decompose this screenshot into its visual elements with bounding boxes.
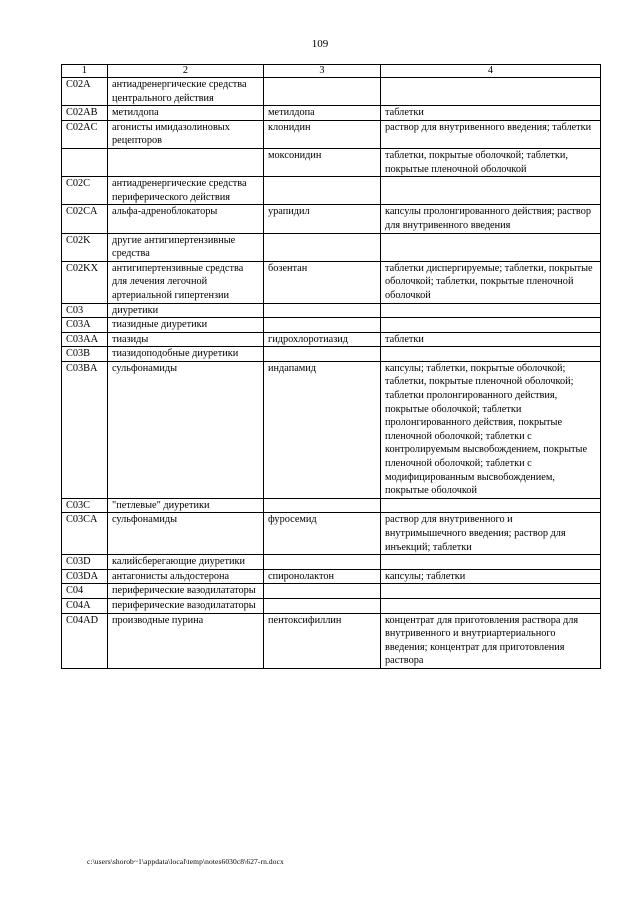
anatomical-group-cell: агонисты имидазолиновых рецепторов [108, 120, 264, 148]
header-cell-2: 2 [108, 65, 264, 78]
drug-name-cell [264, 555, 381, 570]
drug-name-cell [264, 78, 381, 106]
table-row [62, 498, 601, 513]
table-body [62, 78, 601, 669]
table-row [62, 261, 601, 303]
dosage-form-cell: капсулы пролонгированного действия; раствор для внутривенного введения [381, 205, 601, 233]
dosage-form-cell: таблетки [381, 332, 601, 347]
anatomical-group-cell: производные пурина [108, 613, 264, 668]
atc-code-cell: C02K [62, 233, 108, 261]
drug-name-cell: метилдопа [264, 106, 381, 121]
table-row [62, 177, 601, 205]
table-row [62, 78, 601, 106]
table-row [62, 233, 601, 261]
table-row [62, 513, 601, 555]
dosage-form-cell [381, 584, 601, 599]
atc-code-cell: C03AA [62, 332, 108, 347]
table-row [62, 584, 601, 599]
dosage-form-cell [381, 347, 601, 362]
anatomical-group-cell: антагонисты альдостерона [108, 569, 264, 584]
dosage-form-cell: концентрат для приготовления раствора для внутривенного и внутриартериального введения; концентрат для приготовления раствора [381, 613, 601, 668]
atc-code-cell: C02AC [62, 120, 108, 148]
anatomical-group-cell: "петлевые" диуретики [108, 498, 264, 513]
table-row [62, 318, 601, 333]
header-cell-1: 1 [62, 65, 108, 78]
anatomical-group-cell: сульфонамиды [108, 361, 264, 498]
atc-code-cell: C03CA [62, 513, 108, 555]
dosage-form-cell [381, 555, 601, 570]
anatomical-group-cell [108, 148, 264, 176]
drug-name-cell: фуросемид [264, 513, 381, 555]
anatomical-group-cell: сульфонамиды [108, 513, 264, 555]
anatomical-group-cell: антиадренергические средства периферического действия [108, 177, 264, 205]
anatomical-group-cell: периферические вазодилататоры [108, 584, 264, 599]
table-row [62, 361, 601, 498]
anatomical-group-cell: тиазиды [108, 332, 264, 347]
dosage-form-cell [381, 177, 601, 205]
dosage-form-cell: таблетки, покрытые оболочкой; таблетки, покрытые пленочной оболочкой [381, 148, 601, 176]
anatomical-group-cell: диуретики [108, 303, 264, 318]
table-row [62, 303, 601, 318]
anatomical-group-cell: метилдопа [108, 106, 264, 121]
anatomical-group-cell: антиадренергические средства центрального действия [108, 78, 264, 106]
atc-code-cell: C03DA [62, 569, 108, 584]
drug-table [61, 64, 601, 669]
anatomical-group-cell: альфа-адреноблокаторы [108, 205, 264, 233]
dosage-form-cell: капсулы; таблетки, покрытые оболочкой; таблетки, покрытые пленочной оболочкой; таблетки пролонгированного действия, покрытые оболочкой; таблетки пролонгированного действия, покрытые пленочной оболочкой; таблетки с контролируемым высвобождением, покрытые пленочной оболочкой; таблетки с модифицированным высвобождением, покрытые оболочкой [381, 361, 601, 498]
footer-file-path: c:\users\shorob~1\appdata\local\temp\notes6030c8\627-rn.docx [87, 857, 284, 866]
dosage-form-cell [381, 233, 601, 261]
dosage-form-cell: капсулы; таблетки [381, 569, 601, 584]
anatomical-group-cell: калийсберегающие диуретики [108, 555, 264, 570]
anatomical-group-cell: антигипертензивные средства для лечения легочной артериальной гипертензии [108, 261, 264, 303]
drug-name-cell: спиронолактон [264, 569, 381, 584]
table-row [62, 569, 601, 584]
table-row [62, 332, 601, 347]
dosage-form-cell [381, 598, 601, 613]
anatomical-group-cell: тиазидные диуретики [108, 318, 264, 333]
table-row [62, 106, 601, 121]
atc-code-cell: C03D [62, 555, 108, 570]
drug-name-cell [264, 584, 381, 599]
atc-code-cell: C03B [62, 347, 108, 362]
page-number: 109 [311, 38, 329, 50]
atc-code-cell: C04A [62, 598, 108, 613]
atc-code-cell: C02KX [62, 261, 108, 303]
drug-name-cell: моксонидин [264, 148, 381, 176]
header-cell-3: 3 [264, 65, 381, 78]
atc-code-cell: C02A [62, 78, 108, 106]
dosage-form-cell: раствор для внутривенного и внутримышечного введения; раствор для инъекций; таблетки [381, 513, 601, 555]
atc-code-cell: C03C [62, 498, 108, 513]
dosage-form-cell: таблетки диспергируемые; таблетки, покрытые оболочкой; таблетки, покрытые пленочной оболочкой [381, 261, 601, 303]
drug-name-cell: бозентан [264, 261, 381, 303]
drug-name-cell: урапидил [264, 205, 381, 233]
anatomical-group-cell: другие антигипертензивные средства [108, 233, 264, 261]
atc-code-cell: C02CA [62, 205, 108, 233]
atc-code-cell: C02AB [62, 106, 108, 121]
drug-name-cell [264, 598, 381, 613]
header-cell-4: 4 [381, 65, 601, 78]
dosage-form-cell [381, 318, 601, 333]
drug-name-cell: пентоксифиллин [264, 613, 381, 668]
table-row [62, 120, 601, 148]
drug-name-cell [264, 177, 381, 205]
table-header-row [62, 65, 601, 78]
table-row [62, 205, 601, 233]
atc-code-cell: C02C [62, 177, 108, 205]
dosage-form-cell [381, 303, 601, 318]
drug-name-cell: индапамид [264, 361, 381, 498]
drug-name-cell [264, 303, 381, 318]
drug-name-cell [264, 498, 381, 513]
drug-name-cell: гидрохлоротиазид [264, 332, 381, 347]
atc-code-cell: C03BA [62, 361, 108, 498]
drug-name-cell [264, 318, 381, 333]
anatomical-group-cell: тиазидоподобные диуретики [108, 347, 264, 362]
anatomical-group-cell: периферические вазодилататоры [108, 598, 264, 613]
table-row [62, 148, 601, 176]
table-row [62, 347, 601, 362]
dosage-form-cell [381, 498, 601, 513]
table-row [62, 598, 601, 613]
dosage-form-cell: таблетки [381, 106, 601, 121]
drug-name-cell: клонидин [264, 120, 381, 148]
drug-name-cell [264, 233, 381, 261]
atc-code-cell: C03A [62, 318, 108, 333]
dosage-form-cell: раствор для внутривенного введения; таблетки [381, 120, 601, 148]
atc-code-cell: C03 [62, 303, 108, 318]
dosage-form-cell [381, 78, 601, 106]
table-row [62, 555, 601, 570]
atc-code-cell [62, 148, 108, 176]
atc-code-cell: C04 [62, 584, 108, 599]
table-row [62, 613, 601, 668]
atc-code-cell: C04AD [62, 613, 108, 668]
drug-name-cell [264, 347, 381, 362]
